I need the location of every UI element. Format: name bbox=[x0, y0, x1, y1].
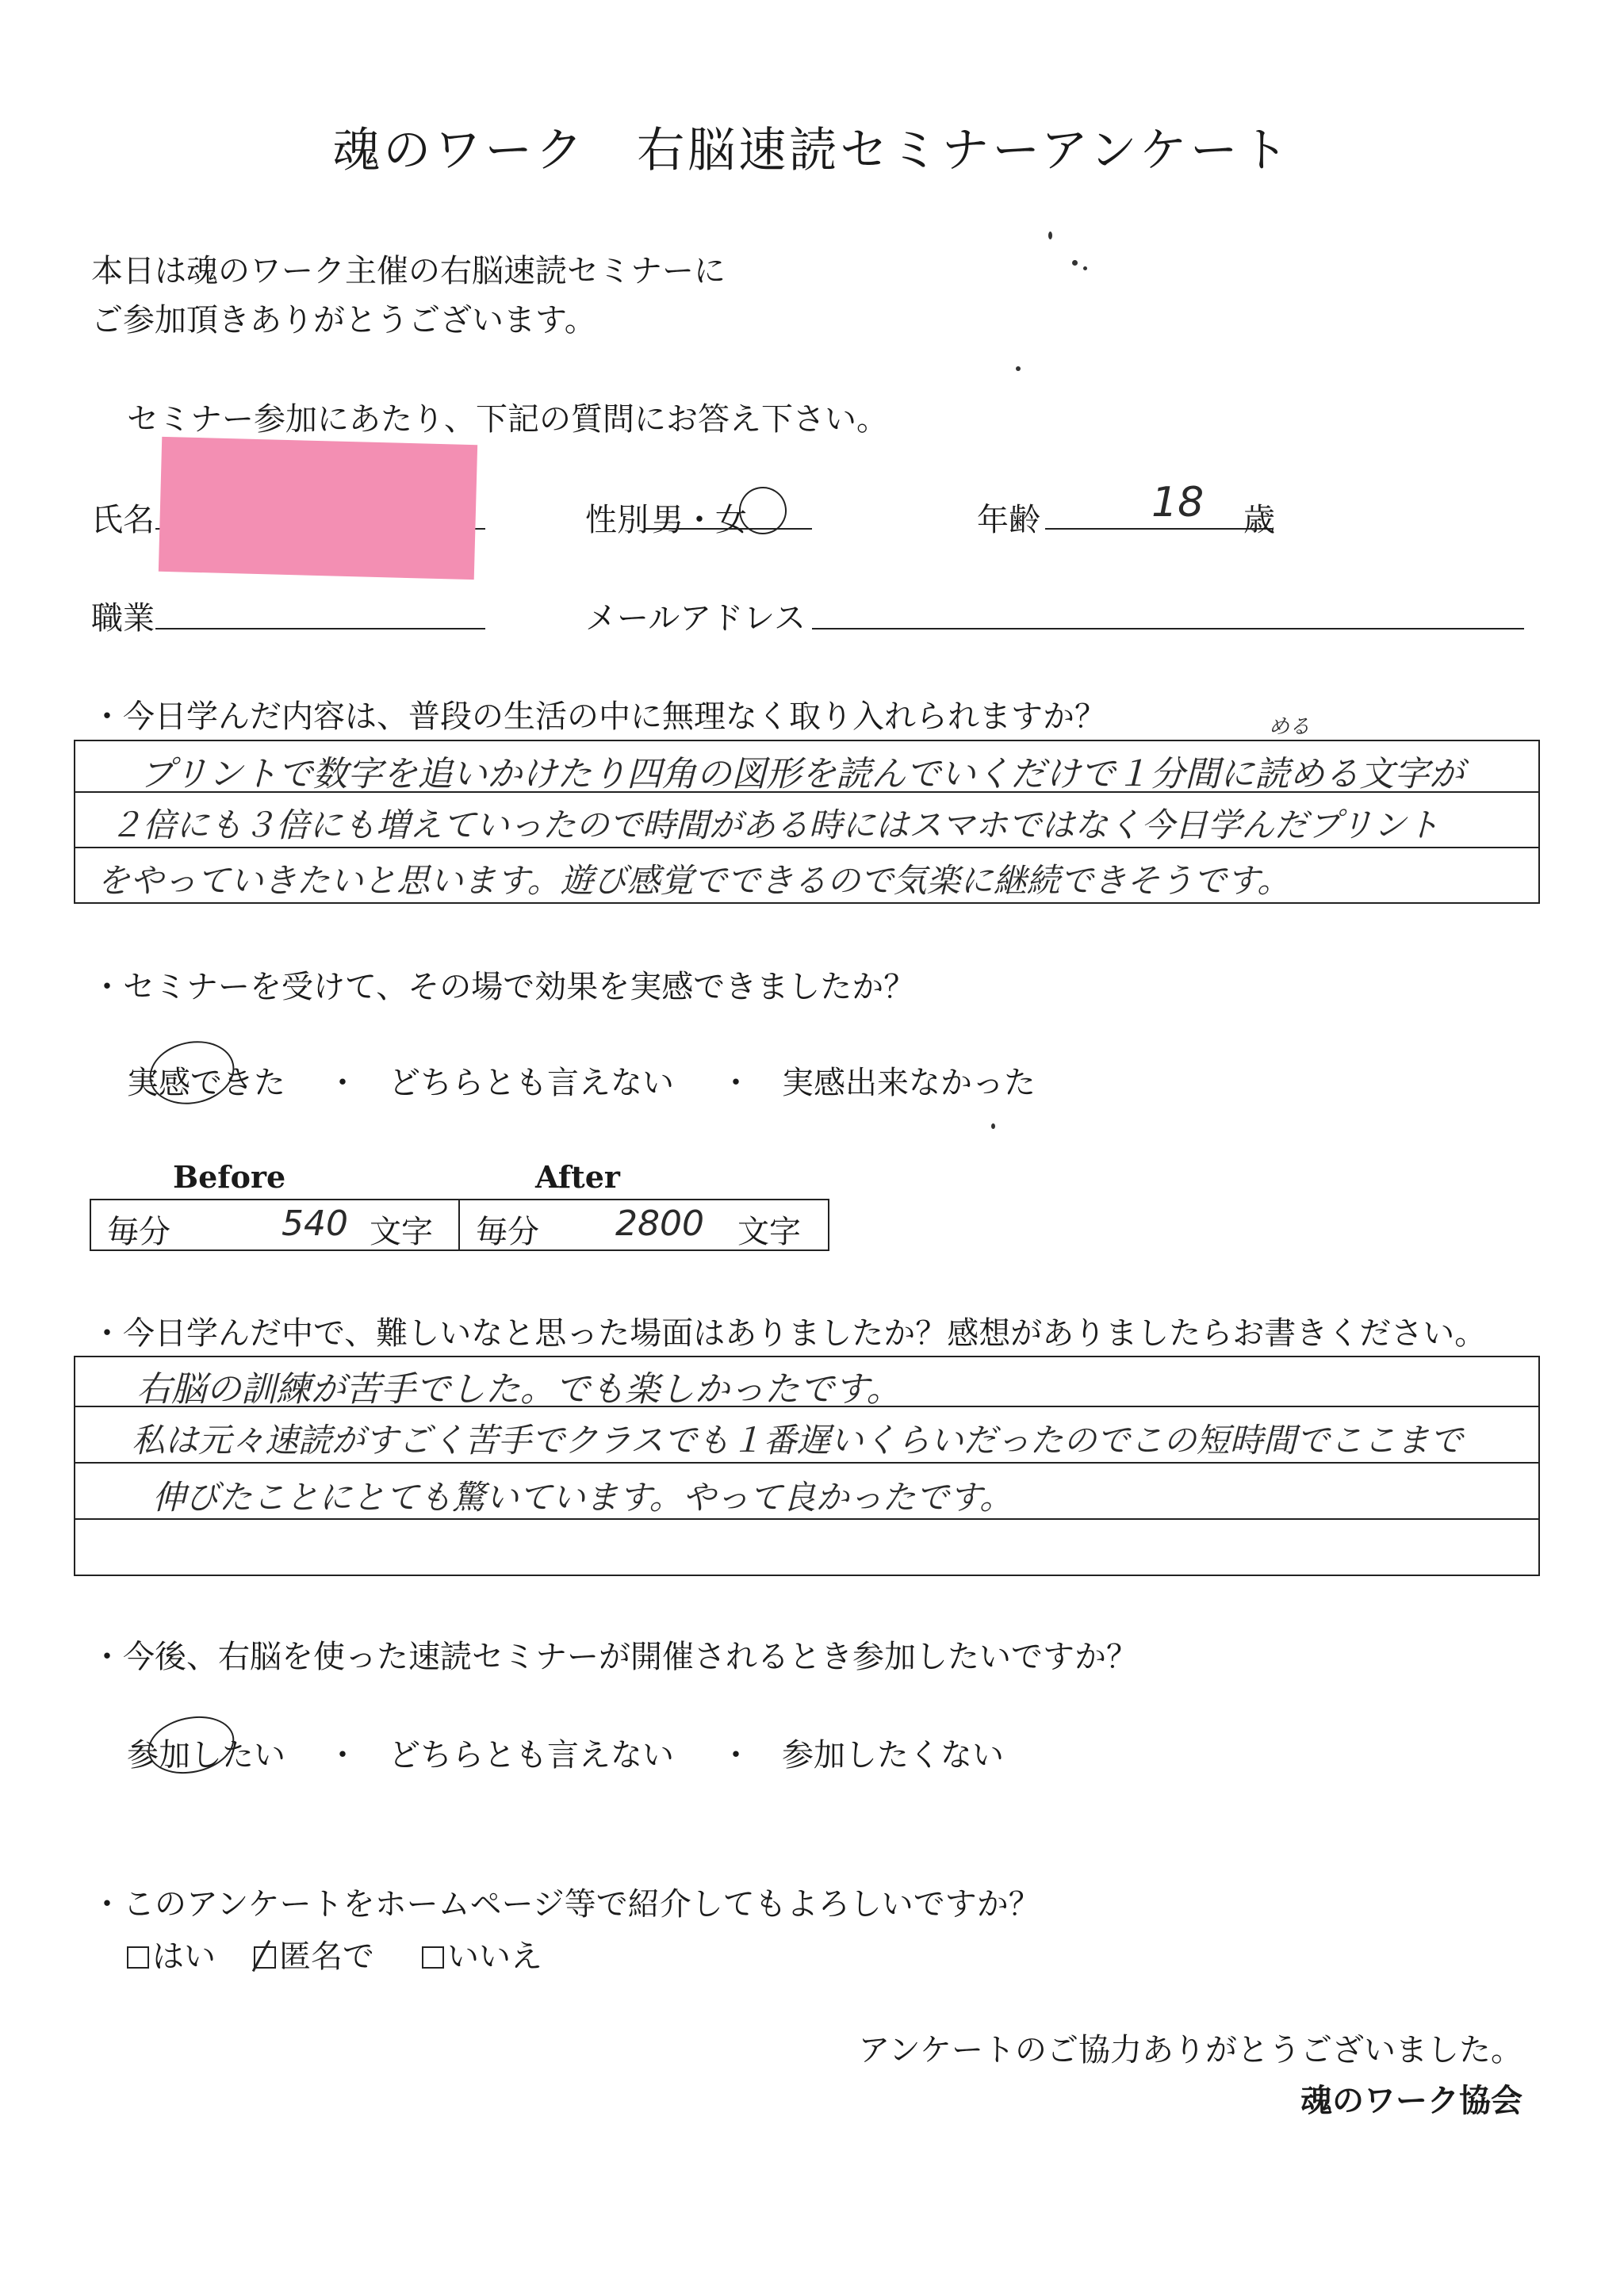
checkbox-icon[interactable] bbox=[127, 1946, 149, 1969]
q4-separator: ・ bbox=[720, 1737, 752, 1774]
scan-speck bbox=[1083, 266, 1087, 270]
q4-option-neutral[interactable]: どちらとも言えない bbox=[389, 1737, 674, 1774]
q5-option-anonymous[interactable] bbox=[254, 1931, 374, 1976]
q2-separator: ・ bbox=[720, 1065, 752, 1101]
q2-separator: ・ bbox=[327, 1065, 358, 1101]
q1-answer-line-2: ２倍にも３倍にも増えていったので時間がある時にはスマホではなく今日学んだプリント bbox=[109, 806, 1440, 844]
gender-options[interactable]: 男・女 bbox=[652, 502, 747, 538]
q4-option-yes[interactable]: 参加したい bbox=[127, 1737, 285, 1774]
speed-table-divider bbox=[458, 1199, 460, 1251]
age-unit: 歳 bbox=[1243, 502, 1275, 538]
age-field-line bbox=[1045, 528, 1274, 530]
checkbox-checked-icon[interactable] bbox=[254, 1946, 276, 1969]
job-field-line[interactable] bbox=[155, 628, 485, 629]
after-chars: 文字 bbox=[737, 1214, 801, 1250]
q3-answer-line-3: 伸びたことにとても驚いています。やって良かったです。 bbox=[152, 1478, 1013, 1517]
email-field-line[interactable] bbox=[812, 628, 1524, 629]
email-label: メールアドレス bbox=[585, 600, 806, 637]
form-title: 魂のワーク 右脳速読セミナーアンケート bbox=[332, 123, 1292, 178]
q5-option-no[interactable] bbox=[422, 1931, 542, 1976]
q1-ruby: める bbox=[1269, 715, 1311, 739]
q5-option-no-label: いいえ bbox=[447, 1938, 542, 1975]
q2-option-neutral[interactable]: どちらとも言えない bbox=[389, 1065, 674, 1101]
q1-question: ・今日学んだ内容は、普段の生活の中に無理なく取り入れられますか？ bbox=[91, 698, 1106, 735]
scan-speck bbox=[1048, 232, 1052, 239]
gender-field-line bbox=[645, 528, 812, 530]
q2-question: ・セミナーを受けて、その場で効果を実感できましたか？ bbox=[91, 969, 916, 1005]
scan-speck bbox=[1016, 366, 1021, 371]
before-value[interactable]: 540 bbox=[282, 1203, 348, 1244]
before-label: Before bbox=[173, 1159, 286, 1195]
footer-org: 魂のワーク協会 bbox=[1300, 2082, 1522, 2119]
q2-option-no[interactable]: 実感出来なかった bbox=[782, 1065, 1036, 1101]
q1-row-divider bbox=[74, 847, 1540, 848]
intro-line-2: ご参加頂きありがとうございます。 bbox=[91, 302, 596, 339]
q4-option-no[interactable]: 参加したくない bbox=[782, 1737, 1004, 1774]
q5-question: ・このアンケートをホームページ等で紹介してもよろしいですか？ bbox=[91, 1886, 1040, 1923]
q1-answer-line-3: をやっていきたいと思います。遊び感覚でできるので気楽に継続できそうです。 bbox=[97, 861, 1291, 900]
intro-line-3: セミナー参加にあたり、下記の質問にお答え下さい。 bbox=[127, 401, 888, 438]
q5-option-yes[interactable] bbox=[127, 1931, 216, 1976]
intro-line-1: 本日は魂のワーク主催の右脳速読セミナーに bbox=[91, 253, 726, 289]
q3-question: ・今日学んだ中で、難しいなと思った場面はありましたか？感想がありましたらお書きください。 bbox=[91, 1315, 1487, 1352]
before-per-minute: 毎分 bbox=[107, 1214, 170, 1250]
scan-speck bbox=[991, 1123, 995, 1129]
q4-question: ・今後、右脳を使った速読セミナーが開催されるとき参加したいですか？ bbox=[91, 1639, 1138, 1675]
name-redaction bbox=[159, 437, 477, 580]
q4-separator: ・ bbox=[327, 1737, 358, 1774]
gender-label: 性別 bbox=[585, 502, 649, 538]
age-value[interactable]: 18 bbox=[1151, 479, 1205, 526]
q1-answer-line-1: プリントで数字を追いかけたり四角の図形を読んでいくだけで１分間に読める文字が bbox=[140, 754, 1465, 794]
after-label: After bbox=[535, 1159, 620, 1195]
scan-speck bbox=[1072, 260, 1078, 266]
q3-answer-line-1: 右脳の訓練が苦手でした。でも楽しかったです。 bbox=[136, 1369, 902, 1410]
q2-option-yes[interactable]: 実感できた bbox=[127, 1065, 285, 1101]
name-label: 氏名 bbox=[91, 502, 155, 538]
after-value[interactable]: 2800 bbox=[615, 1203, 704, 1244]
before-chars: 文字 bbox=[370, 1214, 433, 1250]
job-label: 職業 bbox=[91, 600, 155, 637]
footer-thanks: アンケートのご協力ありがとうございました。 bbox=[858, 2032, 1522, 2068]
q5-option-yes-label: はい bbox=[152, 1938, 216, 1975]
q3-row-divider bbox=[74, 1462, 1540, 1464]
checkbox-icon[interactable] bbox=[422, 1946, 444, 1969]
q5-option-anonymous-label: 匿名で bbox=[279, 1938, 374, 1975]
q3-answer-line-2: 私は元々速読がすごく苦手でクラスでも１番遅いくらいだったのでこの短時間でここまで bbox=[132, 1421, 1463, 1460]
after-per-minute: 毎分 bbox=[476, 1214, 539, 1250]
age-label: 年齢 bbox=[977, 502, 1040, 538]
